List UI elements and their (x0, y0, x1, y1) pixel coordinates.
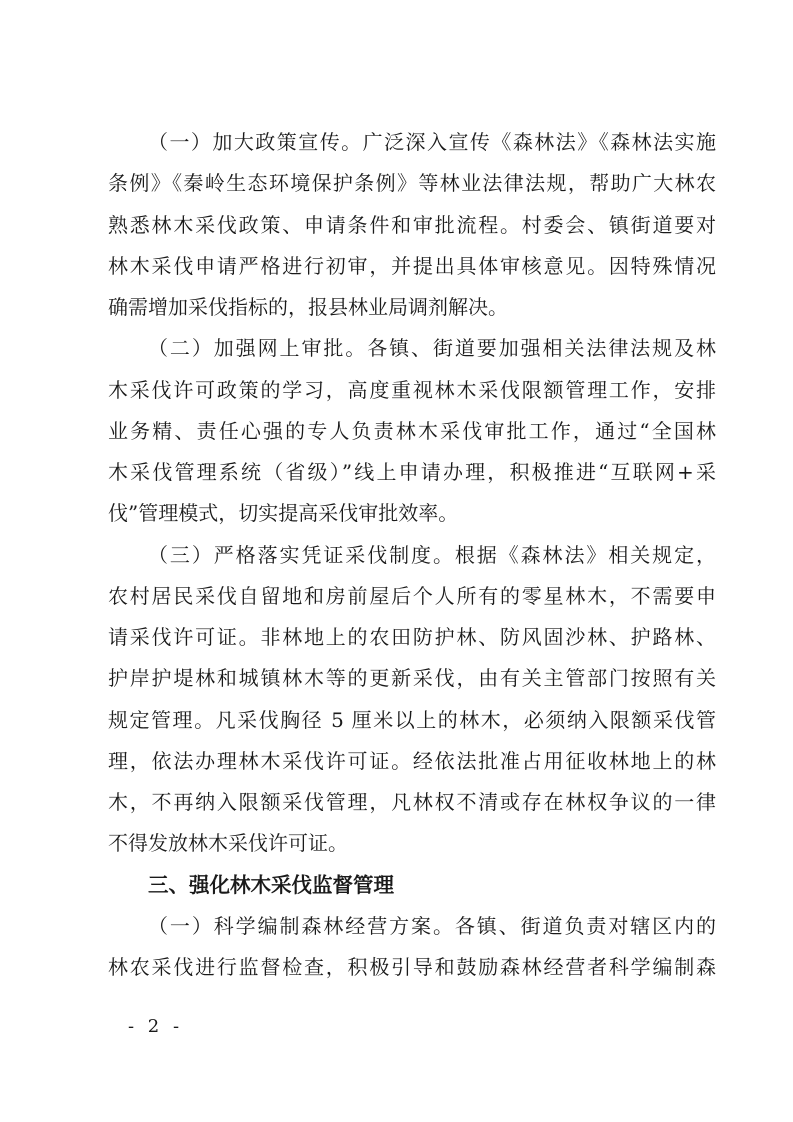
paragraph-line: 理，依法办理林木采伐许可证。经依法批准占用征收林地上的林 (108, 748, 716, 773)
paragraph-line: 请采伐许可证。非林地上的农田防护林、防风固沙林、护路林、 (108, 625, 716, 649)
paragraph-line: 熟悉林木采伐政策、申请条件和审批流程。村委会、镇街道要对 (108, 212, 716, 237)
paragraph-line: 伐”管理模式，切实提高采伐审批效率。 (108, 501, 459, 526)
paragraph-line: 确需增加采伐指标的，报县林业局调剂解决。 (108, 295, 508, 319)
paragraph-line: 不得发放林木采伐许可证。 (108, 831, 348, 856)
paragraph-line: （二）加强网上审批。各镇、街道要加强相关法律法规及林 (148, 336, 716, 361)
paragraph-line: 规定管理。凡采伐胸径 5 厘米以上的林木，必须纳入限额采伐管 (108, 707, 716, 732)
paragraph-line: （一）加大政策宣传。广泛深入宣传《森林法》《森林法实施 (148, 130, 716, 154)
paragraph-line: （三）严格落实凭证采伐制度。根据《森林法》相关规定， (148, 542, 716, 567)
paragraph-line: 农村居民采伐自留地和房前屋后个人所有的零星林木，不需要申 (108, 583, 716, 608)
paragraph-line: 护岸护堤林和城镇林木等的更新采伐，由有关主管部门按照有关 (108, 666, 716, 691)
paragraph-line: 木采伐管理系统（省级）”线上申请办理，积极推进“互联网+采 (108, 460, 716, 484)
section-heading: 三、强化林木采伐监督管理 (148, 872, 394, 897)
paragraph-line: 林木采伐申请严格进行初审，并提出具体审核意见。因特殊情况 (108, 253, 716, 278)
paragraph-line: 木，不再纳入限额采伐管理，凡林权不清或存在林权争议的一律 (108, 790, 716, 814)
page-number: - 2 - (128, 1016, 184, 1037)
paragraph-line: （一）科学编制森林经营方案。各镇、街道负责对辖区内的 (148, 913, 716, 938)
paragraph-line: 木采伐许可政策的学习，高度重视林木采伐限额管理工作，安排 (108, 377, 716, 402)
paragraph-line: 条例》《秦岭生态环境保护条例》等林业法律法规，帮助广大林农 (108, 171, 716, 196)
paragraph-line: 林农采伐进行监督检查，积极引导和鼓励森林经营者科学编制森 (108, 955, 716, 979)
paragraph-line: 业务精、责任心强的专人负责林木采伐审批工作，通过“全国林 (108, 418, 716, 443)
